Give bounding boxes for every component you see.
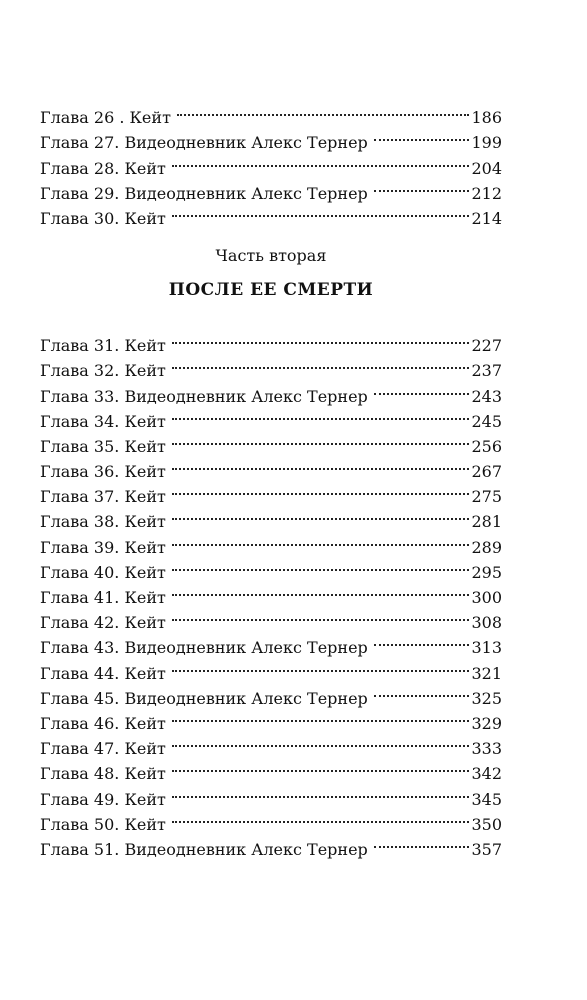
toc-entry-page-number: 289: [471, 537, 502, 557]
toc-entry-label: Глава 37. Кейт: [40, 487, 166, 507]
toc-entry-page-number: 300: [471, 588, 502, 607]
dot-leader: [172, 199, 470, 224]
dot-leader: [172, 653, 470, 678]
dot-leader: [172, 502, 470, 527]
toc-entry-page-number: 267: [471, 462, 502, 482]
toc-entry-page-number: 227: [471, 336, 502, 356]
dot-leader: [172, 578, 470, 603]
part-two-header: [40, 244, 502, 302]
dot-leader: [172, 704, 470, 729]
toc-entry-label: Глава 46. Кейт: [40, 713, 166, 733]
dot-leader: [172, 402, 470, 427]
toc-entry-page-number: 357: [471, 839, 502, 859]
toc-entry-page-number: 313: [471, 638, 502, 658]
dot-leader: [172, 477, 470, 502]
toc-entry-page-number: 237: [471, 361, 502, 381]
toc-entry-label: Глава 43. Видеодневник Алекс Тернер: [40, 638, 368, 658]
toc-entry-page-number: 333: [471, 739, 502, 759]
toc-entry-label: Глава 36. Кейт: [40, 462, 166, 482]
toc-entry-label: Глава 30. Кейт: [40, 208, 166, 228]
toc-entry-label: Глава 26 . Кейт: [40, 108, 171, 128]
dot-leader: [374, 830, 470, 855]
toc-entry-page-number: 345: [471, 789, 502, 809]
dot-leader: [172, 754, 470, 779]
toc-entry-label: Глава 34. Кейт: [40, 411, 166, 431]
toc-entry-label: Глава 42. Кейт: [40, 613, 166, 633]
dot-leader: [172, 729, 470, 754]
toc-entry-label: Глава 41. Кейт: [40, 588, 166, 607]
table-of-contents-page: [40, 98, 502, 859]
toc-entry-label: Глава 27. Видеодневник Алекс Тернер: [40, 133, 368, 153]
toc-entry[interactable]: [40, 98, 502, 128]
toc-entry-label: Глава 51. Видеодневник Алекс Тернер: [40, 839, 368, 859]
toc-entry-page-number: 329: [471, 713, 502, 733]
toc-entry-label: Глава 35. Кейт: [40, 436, 166, 456]
toc-entry-page-number: 245: [471, 411, 502, 431]
dot-leader: [172, 553, 470, 578]
toc-entry-page-number: 325: [471, 688, 502, 708]
dot-leader: [177, 98, 470, 123]
dot-leader: [172, 351, 470, 376]
toc-entry-page-number: 186: [471, 108, 502, 128]
toc-entry-page-number: 256: [471, 436, 502, 456]
toc-entry-label: Глава 33. Видеодневник Алекс Тернер: [40, 386, 368, 406]
toc-list-part-one: [40, 98, 502, 228]
dot-leader: [172, 603, 470, 628]
dot-leader: [172, 805, 470, 830]
toc-entry-label: Глава 32. Кейт: [40, 361, 166, 381]
dot-leader: [374, 628, 470, 653]
part-subtitle: Часть вторая: [215, 245, 327, 265]
toc-entry-label: Глава 28. Кейт: [40, 158, 166, 178]
toc-entry-label: Глава 45. Видеодневник Алекс Тернер: [40, 688, 368, 708]
toc-entry-page-number: 204: [471, 158, 502, 178]
toc-entry-page-number: 295: [471, 562, 502, 582]
toc-entry-page-number: 350: [471, 814, 502, 834]
toc-entry-label: Глава 49. Кейт: [40, 789, 166, 809]
dot-leader: [172, 527, 470, 552]
toc-entry[interactable]: [40, 326, 502, 356]
toc-entry-label: Глава 39. Кейт: [40, 537, 166, 557]
toc-entry-label: Глава 44. Кейт: [40, 663, 166, 683]
toc-entry-page-number: 281: [471, 512, 502, 532]
toc-entry-page-number: 275: [471, 487, 502, 507]
dot-leader: [172, 148, 470, 173]
toc-entry-page-number: 321: [471, 663, 502, 683]
toc-entry-page-number: 199: [471, 133, 502, 153]
toc-entry-label: Глава 50. Кейт: [40, 814, 166, 834]
part-title: ПОСЛЕ ЕЕ СМЕРТИ: [168, 279, 374, 300]
toc-entry-label: Глава 29. Видеодневник Алекс Тернер: [40, 183, 368, 203]
dot-leader: [172, 452, 470, 477]
toc-entry-label: Глава 40. Кейт: [40, 562, 166, 582]
toc-entry-page-number: 308: [471, 613, 502, 633]
dot-leader: [374, 174, 470, 199]
toc-entry-label: Глава 47. Кейт: [40, 739, 166, 759]
toc-entry-page-number: 243: [471, 386, 502, 406]
toc-entry-page-number: 212: [471, 183, 502, 203]
toc-entry-label: Глава 31. Кейт: [40, 336, 166, 356]
toc-entry-label: Глава 38. Кейт: [40, 512, 166, 532]
dot-leader: [374, 123, 470, 148]
toc-entry-label: Глава 48. Кейт: [40, 764, 166, 784]
toc-entry-page-number: 214: [471, 208, 502, 228]
dot-leader: [374, 679, 470, 704]
dot-leader: [172, 427, 470, 452]
toc-entry-page-number: 342: [471, 764, 502, 784]
dot-leader: [172, 779, 470, 804]
toc-list-part-two: [40, 326, 502, 859]
dot-leader: [172, 326, 470, 351]
dot-leader: [374, 376, 470, 401]
